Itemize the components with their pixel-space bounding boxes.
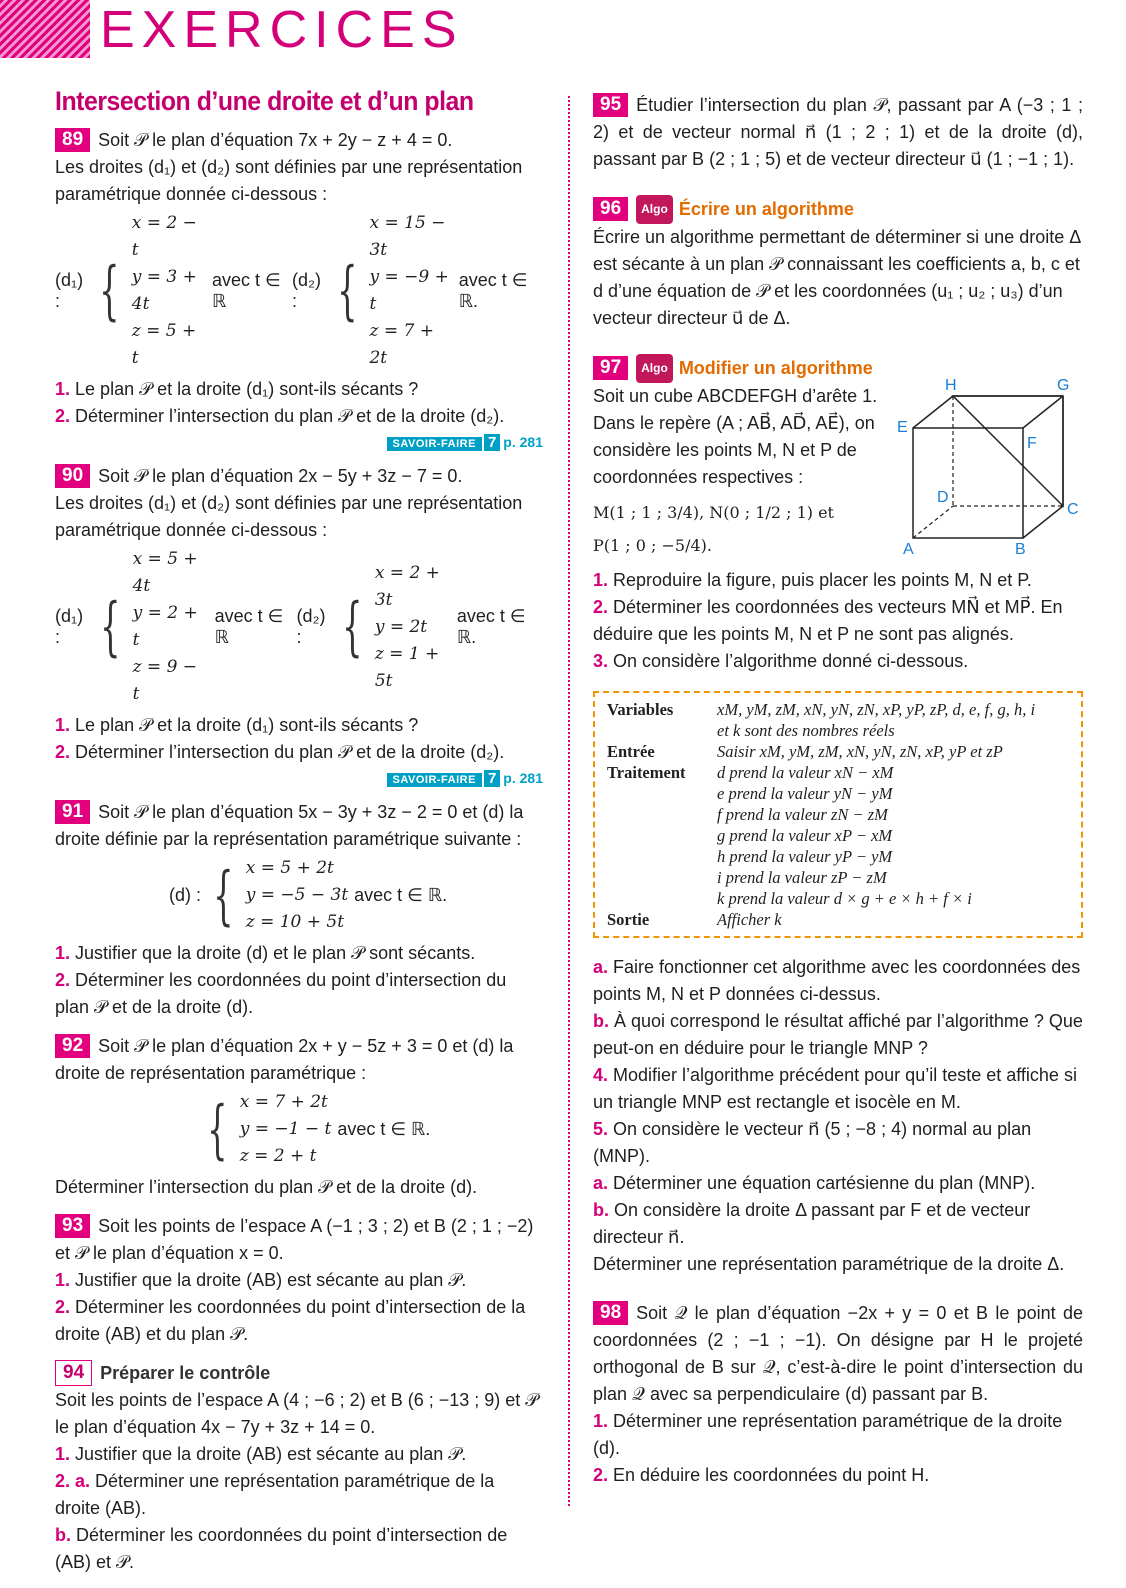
savoir-faire-link[interactable] — [55, 434, 543, 451]
exercise-number: 92 — [55, 1034, 90, 1058]
savoir-faire-number: 7 — [484, 770, 500, 787]
exercise-89 — [55, 127, 543, 451]
system-tail: avec t ∈ ℝ. — [354, 885, 448, 905]
exercise-number: 94 — [55, 1360, 92, 1386]
question-text: Déterminer les coordonnées du point d’intersection du plan 𝒫 et de la droite (d). — [55, 970, 507, 1017]
question-number: 3. — [593, 651, 609, 671]
question-text: On considère la droite Δ passant par F et de vecteur directeur n⃗. — [593, 1200, 1031, 1247]
column-divider — [568, 96, 570, 1506]
system-tail: avec t ∈ ℝ. — [337, 1119, 431, 1139]
question-text: Déterminer les coordonnées des vecteurs MN⃗ et MP⃗. En déduire que les points M, N et P ne sont pas alignés. — [593, 597, 1063, 644]
exercise-93 — [55, 1213, 543, 1348]
algo-line: e prend la valeur yN − yM — [717, 784, 893, 803]
equation-line: z = 1 + 5t — [374, 643, 440, 691]
algo-treatment — [717, 762, 1069, 909]
page-reference: p. 281 — [503, 770, 543, 786]
equation-line: y = −5 − 3t — [245, 885, 349, 905]
equation-line: x = 2 + 3t — [374, 562, 440, 610]
exercise-number: 97 — [593, 356, 628, 380]
algo-keyword: Entrée — [607, 742, 655, 761]
parametric-system — [195, 1089, 543, 1170]
algo-badge: Algo — [636, 354, 673, 383]
parametric-system — [169, 855, 543, 936]
brace-icon: { — [213, 858, 234, 933]
vertex-label: D — [937, 489, 949, 506]
savoir-faire-number: 7 — [484, 434, 500, 451]
algo-variables — [717, 699, 1069, 741]
exercise-92 — [55, 1033, 543, 1201]
right-column — [593, 92, 1083, 1501]
exercise-number: 93 — [55, 1214, 90, 1238]
system-tail: avec t ∈ ℝ. — [456, 606, 526, 647]
question-number: 2. — [55, 406, 71, 426]
parametric-systems — [55, 210, 543, 372]
equation-line: z = 10 + 5t — [245, 912, 345, 932]
question-text: Faire fonctionner cet algorithme avec les coordonnées des points M, N et P données ci-dessus. — [593, 957, 1081, 1004]
question-text: Le plan 𝒫 et la droite (d₁) sont-ils sécants ? — [75, 379, 419, 399]
system-label: (d₂) : — [291, 270, 321, 311]
vertex-label: C — [1067, 501, 1079, 518]
question-number: 1. — [593, 1411, 609, 1431]
equation-line: x = 2 − t — [131, 213, 197, 260]
equation-line: x = 15 − 3t — [369, 213, 446, 260]
algo-line: d prend la valeur xN − xM — [717, 763, 894, 782]
equation-line: x = 7 + 2t — [239, 1092, 328, 1112]
vertex-label: F — [1027, 435, 1037, 452]
system-lines — [375, 560, 451, 695]
exercise-intro: Soit 𝒫 le plan d’équation 2x − 5y + 3z − 7 = 0. — [98, 466, 463, 486]
question-number: 1. — [55, 379, 71, 399]
exercise-number: 89 — [55, 128, 90, 152]
question-text: On considère l’algorithme donné ci-dessous. — [613, 651, 969, 671]
question-text: Justifier que la droite (AB) est sécante au plan 𝒫. — [75, 1444, 467, 1464]
exercise-number: 91 — [55, 800, 90, 824]
question-number: 4. — [593, 1065, 609, 1085]
question-number: 2. — [55, 742, 71, 762]
exercise-heading: Modifier un algorithme — [678, 358, 873, 378]
vertex-label: B — [1015, 541, 1026, 558]
question-text: En déduire les coordonnées du point H. — [613, 1465, 930, 1485]
question-text: Déterminer une équation cartésienne du plan (MNP). — [613, 1173, 1036, 1193]
exercise-heading: Écrire un algorithme — [678, 199, 854, 219]
algo-line: g prend la valeur xP − xM — [717, 826, 893, 845]
section-title: Intersection d’une droite et d’un plan — [55, 86, 474, 116]
exercise-number: 98 — [593, 1301, 628, 1325]
question-number: a. — [593, 957, 609, 977]
system-lines — [133, 546, 209, 708]
exercise-intro: Dans le repère (A ; AB⃗, AD⃗, AE⃗), on considère les points M, N et P de coordonnées respectives : — [593, 413, 875, 487]
system-lines — [240, 1089, 332, 1170]
equation-line: z = 9 − t — [132, 657, 198, 704]
equation-line: y = −1 − t — [239, 1119, 332, 1139]
question-number: 1. — [55, 715, 71, 735]
exercise-text: Soit 𝒬 le plan d’équation −2x + y = 0 et B le point de coordonnées (2 ; −1 ; −1). On désigne par H le projeté orthogonal de B sur 𝒬, c’est-à-dire le point d’intersection du plan 𝒬 avec sa perpendiculaire (d) passant par B. — [593, 1303, 1083, 1404]
algo-keyword: Sortie — [607, 910, 650, 929]
algo-line: Afficher k — [717, 910, 782, 929]
system-label: (d) : — [169, 885, 202, 905]
brace-icon: { — [342, 590, 363, 664]
question-text: Le plan 𝒫 et la droite (d₁) sont-ils sécants ? — [75, 715, 419, 735]
algo-badge: Algo — [636, 195, 673, 224]
equation-line: z = 7 + 2t — [369, 321, 434, 368]
system-lines — [369, 210, 452, 372]
question-text: Déterminer les coordonnées du point d’intersection de (AB) et 𝒫. — [55, 1525, 508, 1572]
system-tail: avec t ∈ ℝ. — [458, 270, 528, 311]
question-number: 1. — [55, 943, 71, 963]
cube-figure — [893, 377, 1083, 558]
exercise-intro: Soit 𝒫 le plan d’équation 5x − 3y + 3z − 2 = 0 et (d) la droite définie par la représentation paramétrique suivante : — [55, 802, 524, 849]
system-tail: avec t ∈ ℝ — [214, 606, 284, 647]
savoir-faire-link[interactable] — [55, 770, 543, 787]
algo-line: i prend la valeur zP − zM — [717, 868, 887, 887]
exercise-96 — [593, 195, 1083, 332]
system-label: (d₂) : — [296, 606, 326, 647]
question-text: Déterminer l’intersection du plan 𝒫 et de la droite (d). — [55, 1177, 478, 1197]
vertex-label: A — [903, 541, 914, 558]
algo-line: f prend la valeur zN − zM — [717, 805, 888, 824]
system-lines — [246, 855, 348, 936]
system-label: (d₁) : — [55, 270, 84, 311]
vertex-label: E — [897, 419, 908, 436]
exercise-text: Écrire un algorithme permettant de déterminer si une droite Δ est sécante à un plan 𝒫 connaissant les coefficients a, b, c et d d’une équation de 𝒫 et les coordonnées (u₁ ; u₂ ; u₃) d’un vecteur directeur u⃗ de Δ. — [593, 227, 1081, 328]
question-number: 2. — [55, 970, 71, 990]
algo-keyword: Variables — [607, 700, 674, 719]
parametric-systems — [55, 546, 543, 708]
system-label: (d₁) : — [55, 606, 84, 647]
vertex-label: H — [945, 377, 957, 394]
exercise-heading: Préparer le contrôle — [100, 1363, 271, 1383]
question-text: Déterminer une représentation paramétrique de la droite (AB). — [55, 1471, 495, 1518]
question-text: Reproduire la figure, puis placer les points M, N et P. — [613, 570, 1032, 590]
question-number: 2. — [593, 1465, 609, 1485]
exercise-intro: Soit un cube ABCDEFGH d’arête 1. — [593, 386, 878, 406]
question-text: Justifier que la droite (d) et le plan 𝒫 sont sécants. — [75, 943, 476, 963]
question-number: b. — [55, 1525, 71, 1545]
brace-icon: { — [100, 590, 121, 664]
exercise-number: 96 — [593, 197, 628, 221]
savoir-faire-badge: SAVOIR-FAIRE — [387, 437, 482, 451]
question-number: 1. — [55, 1270, 71, 1290]
equation-line: y = 3 + 4t — [131, 267, 197, 314]
algo-line: xM, yM, zM, xN, yN, zN, xP, yP, zP, d, e, f, g, h, i — [717, 700, 1036, 719]
algo-line: k prend la valeur d × g + e × h + f × i — [717, 889, 972, 908]
exercise-number: 90 — [55, 464, 90, 488]
question-number: b. — [593, 1200, 609, 1220]
algo-line: h prend la valeur yP − yM — [717, 847, 893, 866]
equation-line: x = 5 + 4t — [132, 549, 198, 596]
exercise-intro: Soit les points de l’espace A (−1 ; 3 ; 2) et B (2 ; 1 ; −2) et 𝒫 le plan d’équation x = 0. — [55, 1216, 534, 1263]
question-number: 2. a. — [55, 1471, 91, 1491]
savoir-faire-badge: SAVOIR-FAIRE — [387, 773, 482, 787]
question-text: Déterminer une représentation paramétrique de la droite (d). — [593, 1411, 1063, 1458]
banner-stripes — [0, 0, 90, 58]
point-coordinates: P(1 ; 0 ; −5/4). — [593, 536, 712, 555]
question-text: Justifier que la droite (AB) est sécante au plan 𝒫. — [75, 1270, 467, 1290]
exercise-94 — [55, 1360, 543, 1576]
page-title: EXERCICES — [100, 1, 464, 59]
exercise-90 — [55, 463, 543, 787]
brace-icon: { — [207, 1092, 228, 1167]
exercise-intro: Soit les points de l’espace A (4 ; −6 ; 2) et B (6 ; −13 ; 9) et 𝒫 le plan d’équation 4x − 7y + 3z + 14 = 0. — [55, 1390, 539, 1437]
exercise-98 — [593, 1300, 1083, 1489]
algorithm-box — [593, 691, 1083, 938]
algo-line: Saisir xM, yM, zM, xN, yN, zN, xP, yP et zP — [717, 742, 1003, 761]
page-reference: p. 281 — [503, 434, 543, 450]
equation-line: y = −9 + t — [369, 267, 449, 314]
brace-icon: { — [99, 254, 120, 328]
exercise-text: Étudier l’intersection du plan 𝒫, passant par A (−3 ; 1 ; 2) et de vecteur normal n⃗ (1 ; 2 ; 1) et de la droite (d), passant par B (2 ; 1 ; 5) et de vecteur directeur u⃗ (1 ; −1 ; 1). — [593, 95, 1083, 169]
question-number: 1. — [593, 570, 609, 590]
exercise-text: Les droites (d₁) et (d₂) sont définies par une représentation paramétrique donnée ci-dessous : — [55, 157, 523, 204]
equation-line: x = 5 + 2t — [245, 858, 334, 878]
system-lines — [132, 210, 206, 372]
exercise-intro: Soit 𝒫 le plan d’équation 2x + y − 5z + 3 = 0 et (d) la droite de représentation paramétrique : — [55, 1036, 514, 1083]
algo-line: et k sont des nombres réels — [717, 721, 895, 740]
question-text: Modifier l’algorithme précédent pour qu’il teste et affiche si un triangle MNP est rectangle et isocèle en M. — [593, 1065, 1077, 1112]
exercise-intro: Soit 𝒫 le plan d’équation 7x + 2y − z + 4 = 0. — [98, 130, 453, 150]
left-column — [55, 86, 543, 1588]
equation-line: z = 2 + t — [239, 1146, 317, 1166]
exercise-95 — [593, 92, 1083, 173]
vertex-label: G — [1057, 377, 1070, 394]
question-number: b. — [593, 1011, 609, 1031]
equation-line: y = 2t — [374, 616, 428, 637]
question-number: 2. — [55, 1297, 71, 1317]
exercise-91 — [55, 799, 543, 1021]
question-text: Déterminer les coordonnées du point d’intersection de la droite (AB) et du plan 𝒫. — [55, 1297, 526, 1344]
equation-line: y = 2 + t — [132, 603, 198, 650]
algo-keyword: Traitement — [607, 763, 686, 782]
question-number: 2. — [593, 597, 609, 617]
question-text: On considère le vecteur n⃗ (5 ; −8 ; 4) normal au plan (MNP). — [593, 1119, 1032, 1166]
question-number: 5. — [593, 1119, 609, 1139]
exercise-text: Les droites (d₁) et (d₂) sont définies par une représentation paramétrique donnée ci-dessous : — [55, 493, 523, 540]
point-coordinates: M(1 ; 1 ; 3/4), N(0 ; 1/2 ; 1) et — [593, 503, 834, 522]
question-number: 1. — [55, 1444, 71, 1464]
equation-line: z = 5 + t — [131, 321, 197, 368]
system-tail: avec t ∈ ℝ — [211, 270, 281, 311]
question-number: a. — [593, 1173, 609, 1193]
question-text: Déterminer une représentation paramétrique de la droite Δ. — [593, 1254, 1065, 1274]
brace-icon: { — [336, 254, 358, 328]
exercise-97 — [593, 354, 1083, 1278]
question-text: Déterminer l’intersection du plan 𝒫 et de la droite (d₂). — [75, 406, 505, 426]
question-text: Déterminer l’intersection du plan 𝒫 et de la droite (d₂). — [75, 742, 505, 762]
question-text: À quoi correspond le résultat affiché par l’algorithme ? Que peut-on en déduire pour le triangle MNP ? — [593, 1011, 1083, 1058]
exercise-number: 95 — [593, 93, 628, 117]
